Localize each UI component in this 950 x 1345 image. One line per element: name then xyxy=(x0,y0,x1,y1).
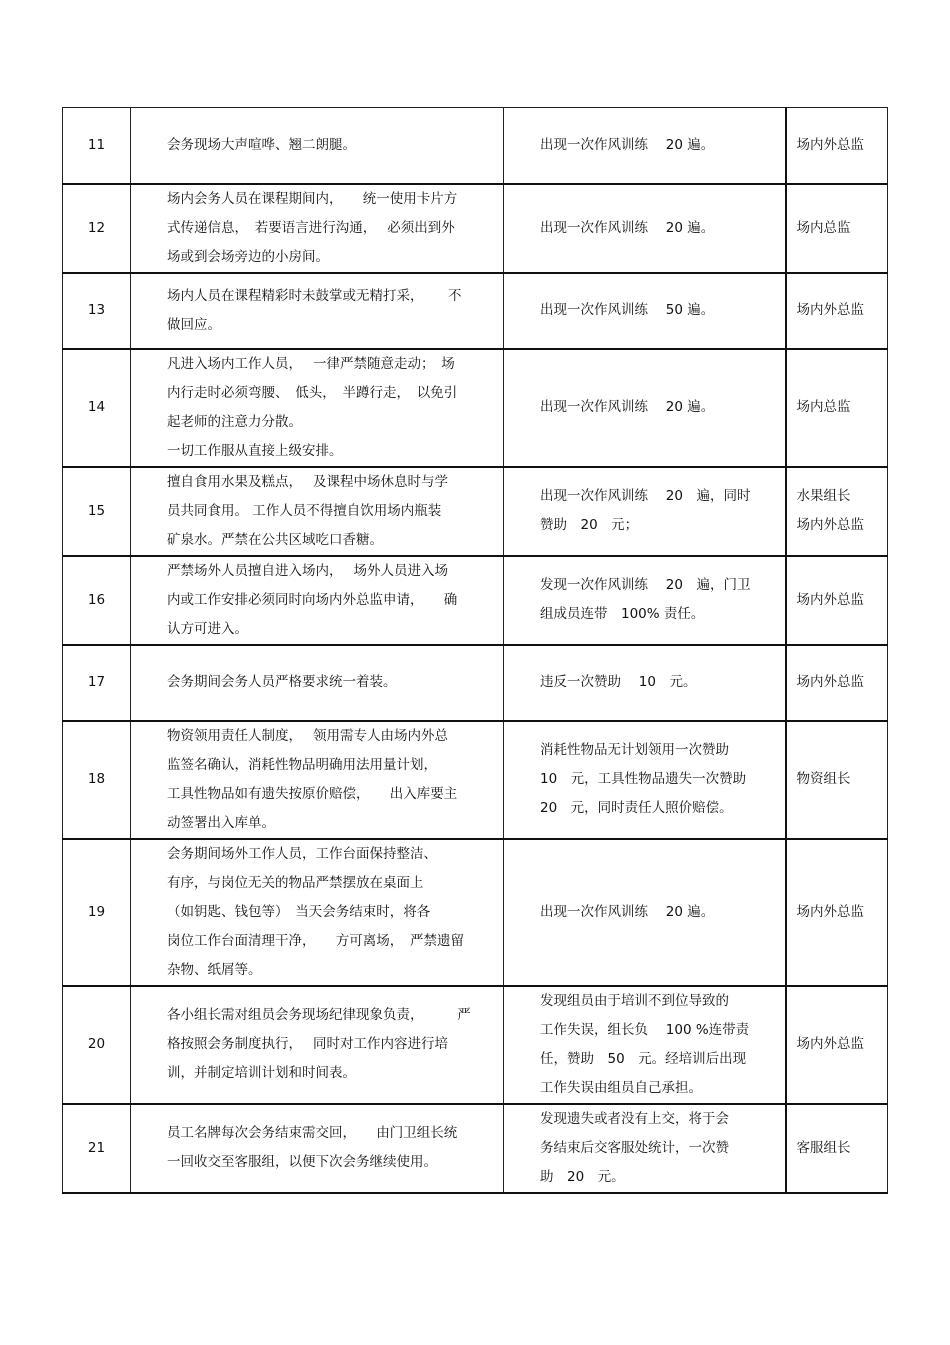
penalty-cell-line: 发现一次作风训练 20 遍，门卫 xyxy=(540,577,751,593)
responsible-cell-line: 水果组长 xyxy=(796,488,851,504)
table-row xyxy=(63,1104,888,1193)
penalty-cell xyxy=(504,108,786,184)
rule-description xyxy=(131,986,504,1104)
responsible-cell-line: 场内总监 xyxy=(796,219,851,236)
rule-description-line: 会务期间会务人员严格要求统一着装。 xyxy=(167,674,397,690)
responsible-cell xyxy=(786,721,888,839)
penalty-cell xyxy=(504,273,786,349)
rule-description xyxy=(131,721,504,839)
table-row xyxy=(63,184,888,273)
rule-description xyxy=(131,108,504,184)
rule-description-line: 杂物、纸屑等。 xyxy=(167,961,262,978)
penalty-cell xyxy=(504,986,786,1104)
table-row xyxy=(63,721,888,839)
rule-description-line: 动签署出入库单。 xyxy=(167,814,275,831)
responsible-cell-line: 场内外总监 xyxy=(796,302,864,318)
rule-description-line: 场内会务人员在课程期间内， 统一使用卡片方 xyxy=(167,190,458,207)
rule-description-line: 格按照会务制度执行， 同时对工作内容进行培 xyxy=(167,1036,449,1052)
row-number: 18 xyxy=(63,721,131,839)
penalty-cell-line: 出现一次作风训练 50 遍。 xyxy=(540,302,715,318)
rule-description-line: 擅自食用水果及糕点， 及课程中场休息时与学 xyxy=(167,473,449,490)
penalty-cell-line: 发现遗失或者没有上交，将于会 xyxy=(540,1110,729,1127)
rule-description-line: 一回收交至客服组，以便下次会务继续使用。 xyxy=(167,1154,437,1170)
table-row xyxy=(63,986,888,1104)
rule-description xyxy=(131,1104,504,1193)
penalty-cell xyxy=(504,184,786,273)
penalty-cell xyxy=(504,721,786,839)
rule-description-line: 工具性物品如有遗失按原价赔偿， 出入库要主 xyxy=(167,785,458,802)
penalty-cell xyxy=(504,839,786,986)
responsible-cell xyxy=(786,349,888,467)
penalty-cell-line: 任，赞助 50 元。经培训后出现 xyxy=(540,1050,747,1067)
rule-description-line: 一切工作服从直接上级安排。 xyxy=(167,442,343,459)
penalty-cell-line: 赞助 20 元； xyxy=(540,517,639,533)
rule-description-line: 凡进入场内工作人员， 一律严禁随意走动； 场 xyxy=(167,355,455,372)
penalty-cell-line: 务结束后交客服处统计，一次赞 xyxy=(540,1139,729,1156)
rule-description xyxy=(131,184,504,273)
responsible-cell-line: 场内外总监 xyxy=(796,517,864,533)
responsible-cell-line: 场内外总监 xyxy=(796,136,864,153)
rule-description-line: （如钥匙、钱包等） 当天会务结束时，将各 xyxy=(167,903,431,920)
responsible-cell-line: 场内外总监 xyxy=(796,674,864,690)
responsible-cell xyxy=(786,645,888,721)
responsible-cell xyxy=(786,184,888,273)
rule-description-line: 矿泉水。严禁在公共区域吃口香糖。 xyxy=(167,531,383,548)
row-number: 21 xyxy=(63,1104,131,1193)
penalty-cell-line: 消耗性物品无计划领用一次赞助 xyxy=(540,742,729,758)
responsible-cell-line: 客服组长 xyxy=(796,1139,851,1156)
penalty-cell-line: 助 20 元。 xyxy=(540,1168,625,1185)
responsible-cell-line: 场内外总监 xyxy=(796,1036,864,1052)
penalty-cell-line: 出现一次作风训练 20 遍。 xyxy=(540,399,715,415)
row-number: 13 xyxy=(63,273,131,349)
row-number: 19 xyxy=(63,839,131,986)
rule-description-line: 场内人员在课程精彩时未鼓掌或无精打采， 不 xyxy=(167,287,462,304)
table-row xyxy=(63,273,888,349)
responsible-cell xyxy=(786,556,888,645)
rule-description-line: 物资领用责任人制度， 领用需专人由场内外总 xyxy=(167,727,449,744)
rule-description-line: 各小组长需对组员会务现场纪律现象负责， 严 xyxy=(167,1007,471,1023)
penalty-cell-line: 20 元，同时责任人照价赔偿。 xyxy=(540,800,733,816)
responsible-cell xyxy=(786,467,888,556)
rule-description xyxy=(131,349,504,467)
table-row xyxy=(63,645,888,721)
table-row xyxy=(63,349,888,467)
rule-description-line: 员共同食用。 工作人员不得擅自饮用场内瓶装 xyxy=(167,502,442,519)
responsible-cell-line: 场内外总监 xyxy=(796,903,864,920)
rule-description-line: 场或到会场旁边的小房间。 xyxy=(167,248,329,265)
penalty-cell xyxy=(504,467,786,556)
responsible-cell xyxy=(786,1104,888,1193)
rule-description-line: 训，并制定培训计划和时间表。 xyxy=(167,1065,356,1081)
rule-description-line: 内或工作安排必须同时向场内外总监申请， 确 xyxy=(167,591,458,608)
rule-description-line: 员工名牌每次会务结束需交回， 由门卫组长统 xyxy=(167,1125,458,1141)
penalty-cell-line: 发现组员由于培训不到位导致的 xyxy=(540,992,729,1009)
table-row xyxy=(63,839,888,986)
penalty-cell-line: 违反一次赞助 10 元。 xyxy=(540,674,697,690)
row-number: 14 xyxy=(63,349,131,467)
rule-description xyxy=(131,556,504,645)
penalty-cell xyxy=(504,1104,786,1193)
penalty-cell-line: 组成员连带 100% 责任。 xyxy=(540,606,705,622)
rule-description-line: 岗位工作台面清理干净， 方可离场， 严禁遗留 xyxy=(167,932,464,949)
rule-description-line: 内行走时必须弯腰、 低头， 半蹲行走， 以免引 xyxy=(167,384,458,401)
rule-description-line: 认方可进入。 xyxy=(167,620,248,637)
rule-description-line: 监签名确认，消耗性物品明确用法用量计划， xyxy=(167,756,437,773)
penalty-cell-line: 10 元，工具性物品遗失一次赞助 xyxy=(540,771,747,787)
table-row xyxy=(63,108,888,184)
row-number: 17 xyxy=(63,645,131,721)
responsible-cell-line: 场内总监 xyxy=(796,399,851,415)
table-row xyxy=(63,467,888,556)
penalty-cell xyxy=(504,349,786,467)
penalty-cell-line: 出现一次作风训练 20 遍。 xyxy=(540,903,715,920)
penalty-cell-line: 工作失误由组员自己承担。 xyxy=(540,1079,702,1096)
rule-description xyxy=(131,273,504,349)
table-row xyxy=(63,556,888,645)
responsible-cell-line: 场内外总监 xyxy=(796,591,864,608)
rules-table xyxy=(62,107,888,1194)
rule-description-line: 起老师的注意力分散。 xyxy=(167,413,302,430)
rule-description-line: 会务期间场外工作人员，工作台面保持整洁、 xyxy=(167,845,437,862)
responsible-cell xyxy=(786,839,888,986)
penalty-cell-line: 工作失误，组长负 100 %连带责 xyxy=(540,1021,750,1038)
responsible-cell xyxy=(786,986,888,1104)
penalty-cell-line: 出现一次作风训练 20 遍。 xyxy=(540,219,715,236)
row-number: 20 xyxy=(63,986,131,1104)
rule-description xyxy=(131,645,504,721)
responsible-cell xyxy=(786,273,888,349)
penalty-cell xyxy=(504,556,786,645)
rule-description-line: 做回应。 xyxy=(167,316,221,333)
row-number: 12 xyxy=(63,184,131,273)
rule-description-line: 式传递信息， 若要语言进行沟通， 必须出到外 xyxy=(167,219,455,236)
rule-description-line: 会务现场大声喧哗、翘二朗腿。 xyxy=(167,136,356,153)
responsible-cell-line: 物资组长 xyxy=(796,771,851,787)
row-number: 16 xyxy=(63,556,131,645)
row-number: 11 xyxy=(63,108,131,184)
responsible-cell xyxy=(786,108,888,184)
row-number: 15 xyxy=(63,467,131,556)
rule-description-line: 有序，与岗位无关的物品严禁摆放在桌面上 xyxy=(167,874,424,891)
rule-description xyxy=(131,839,504,986)
penalty-cell-line: 出现一次作风训练 20 遍，同时 xyxy=(540,488,751,504)
rule-description xyxy=(131,467,504,556)
penalty-cell xyxy=(504,645,786,721)
penalty-cell-line: 出现一次作风训练 20 遍。 xyxy=(540,136,715,153)
rule-description-line: 严禁场外人员擅自进入场内， 场外人员进入场 xyxy=(167,562,449,579)
